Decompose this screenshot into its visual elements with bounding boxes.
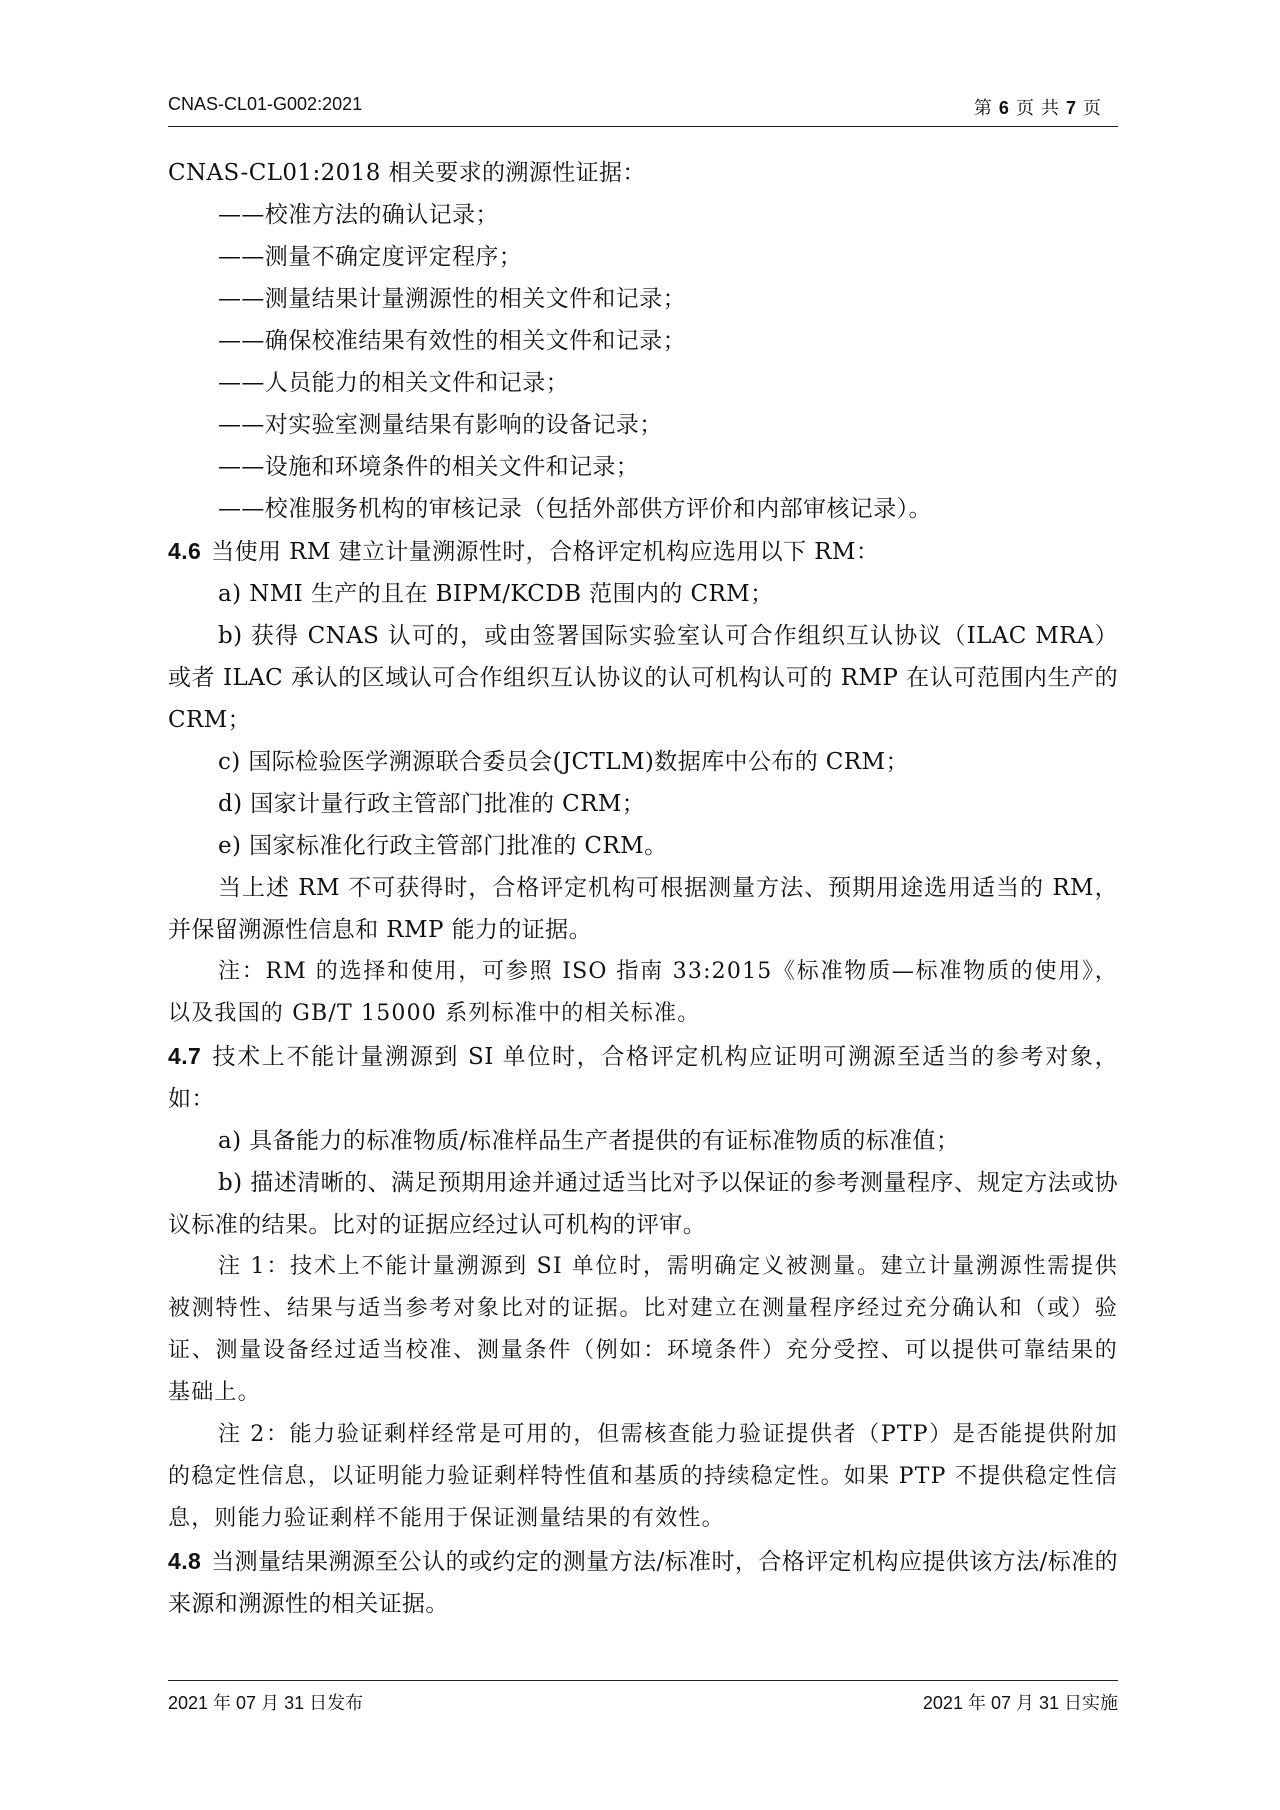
publish-date: 2021 年 07 月 31 日发布 [168,1693,364,1713]
page-total: 7 [1065,98,1077,118]
section-number: 4.7 [168,1043,202,1069]
note: 注 1：技术上不能计量溯源到 SI 单位时，需明确定义被测量。建立计量溯源性需提供被测特性、结果与适当参考对象比对的证据。比对建立在测量程序经过充分确认和（或）验证、测量设备经过适当校准、测量条件（例如：环境条件）充分受控、可以提供可靠结果的基础上。 [168,1254,1118,1405]
document-body [168,152,1118,1625]
evidence-item: ——设施和环境条件的相关文件和记录； [218,454,640,480]
list-item: e) 国家标准化行政主管部门批准的 CRM。 [218,833,668,859]
note: 注 2：能力验证剩样经常是可用的，但需核查能力验证提供者（PTP）是否能提供附加的稳定性信息，以证明能力验证剩样特性值和基质的持续稳定性。如果 PTP 不提供稳定性信息，则能力验证剩样不能用于保证测量结果的有效性。 [168,1422,1118,1531]
section-number: 4.6 [168,538,202,564]
section-4-6 [168,530,1118,573]
evidence-item: ——确保校准结果有效性的相关文件和记录； [218,328,686,354]
page-current: 6 [998,98,1010,118]
page-footer [168,1680,1118,1721]
effective-date: 2021 年 07 月 31 日实施 [922,1693,1118,1713]
evidence-item: ——校准方法的确认记录； [218,202,499,228]
list-item: b) 描述清晰的、满足预期用途并通过适当比对予以保证的参考测量程序、规定方法或协议标准的结果。比对的证据应经过认可机构的评审。 [168,1170,1118,1238]
page-header [168,92,1118,127]
intro-line: CNAS-CL01:2018 相关要求的溯源性证据： [168,160,646,186]
note: 注：RM 的选择和使用，可参照 ISO 指南 33:2015《标准物质—标准物质的使用》，以及我国的 GB/T 15000 系列标准中的相关标准。 [168,959,1118,1026]
section-number: 4.8 [168,1548,202,1574]
evidence-item: ——对实验室测量结果有影响的设备记录； [218,412,663,438]
document-code: CNAS-CL01-G002:2021 [168,94,363,114]
paragraph: 当上述 RM 不可获得时，合格评定机构可根据测量方法、预期用途选用适当的 RM，并保留溯源性信息和 RMP 能力的证据。 [168,875,1118,943]
section-text: 技术上不能计量溯源到 SI 单位时，合格评定机构应证明可溯源至适当的参考对象，如： [168,1044,1118,1112]
list-item: d) 国家计量行政主管部门批准的 CRM； [218,791,646,817]
section-4-8 [168,1540,1118,1625]
evidence-item: ——测量结果计量溯源性的相关文件和记录； [218,286,686,312]
list-item: a) NMI 生产的且在 BIPM/KCDB 范围内的 CRM； [218,581,774,607]
list-item: b) 获得 CNAS 认可的，或由签署国际实验室认可合作组织互认协议（ILAC MRA）或者 ILAC 承认的区域认可合作组织互认协议的认可机构认可的 RMP 在认可范围内生产的 CRM； [168,623,1118,733]
section-text: 当使用 RM 建立计量溯源性时，合格评定机构应选用以下 RM： [211,539,880,565]
page-number [974,94,1102,120]
evidence-item: ——人员能力的相关文件和记录； [218,370,569,396]
page-prefix: 第 [973,98,993,118]
evidence-item: ——测量不确定度评定程序； [218,244,523,270]
list-item: a) 具备能力的标准物质/标准样品生产者提供的有证标准物质的标准值； [218,1128,960,1154]
evidence-item: ——校准服务机构的审核记录（包括外部供方评价和内部审核记录）。 [218,496,932,522]
page-suffix: 页 [1083,98,1102,118]
page-mid: 页 共 [1015,98,1060,118]
section-text: 当测量结果溯源至公认的或约定的测量方法/标准时，合格评定机构应提供该方法/标准的来源和溯源性的相关证据。 [168,1549,1118,1617]
list-item: c) 国际检验医学溯源联合委员会(JCTLM)数据库中公布的 CRM； [218,749,909,775]
section-4-7 [168,1035,1118,1120]
